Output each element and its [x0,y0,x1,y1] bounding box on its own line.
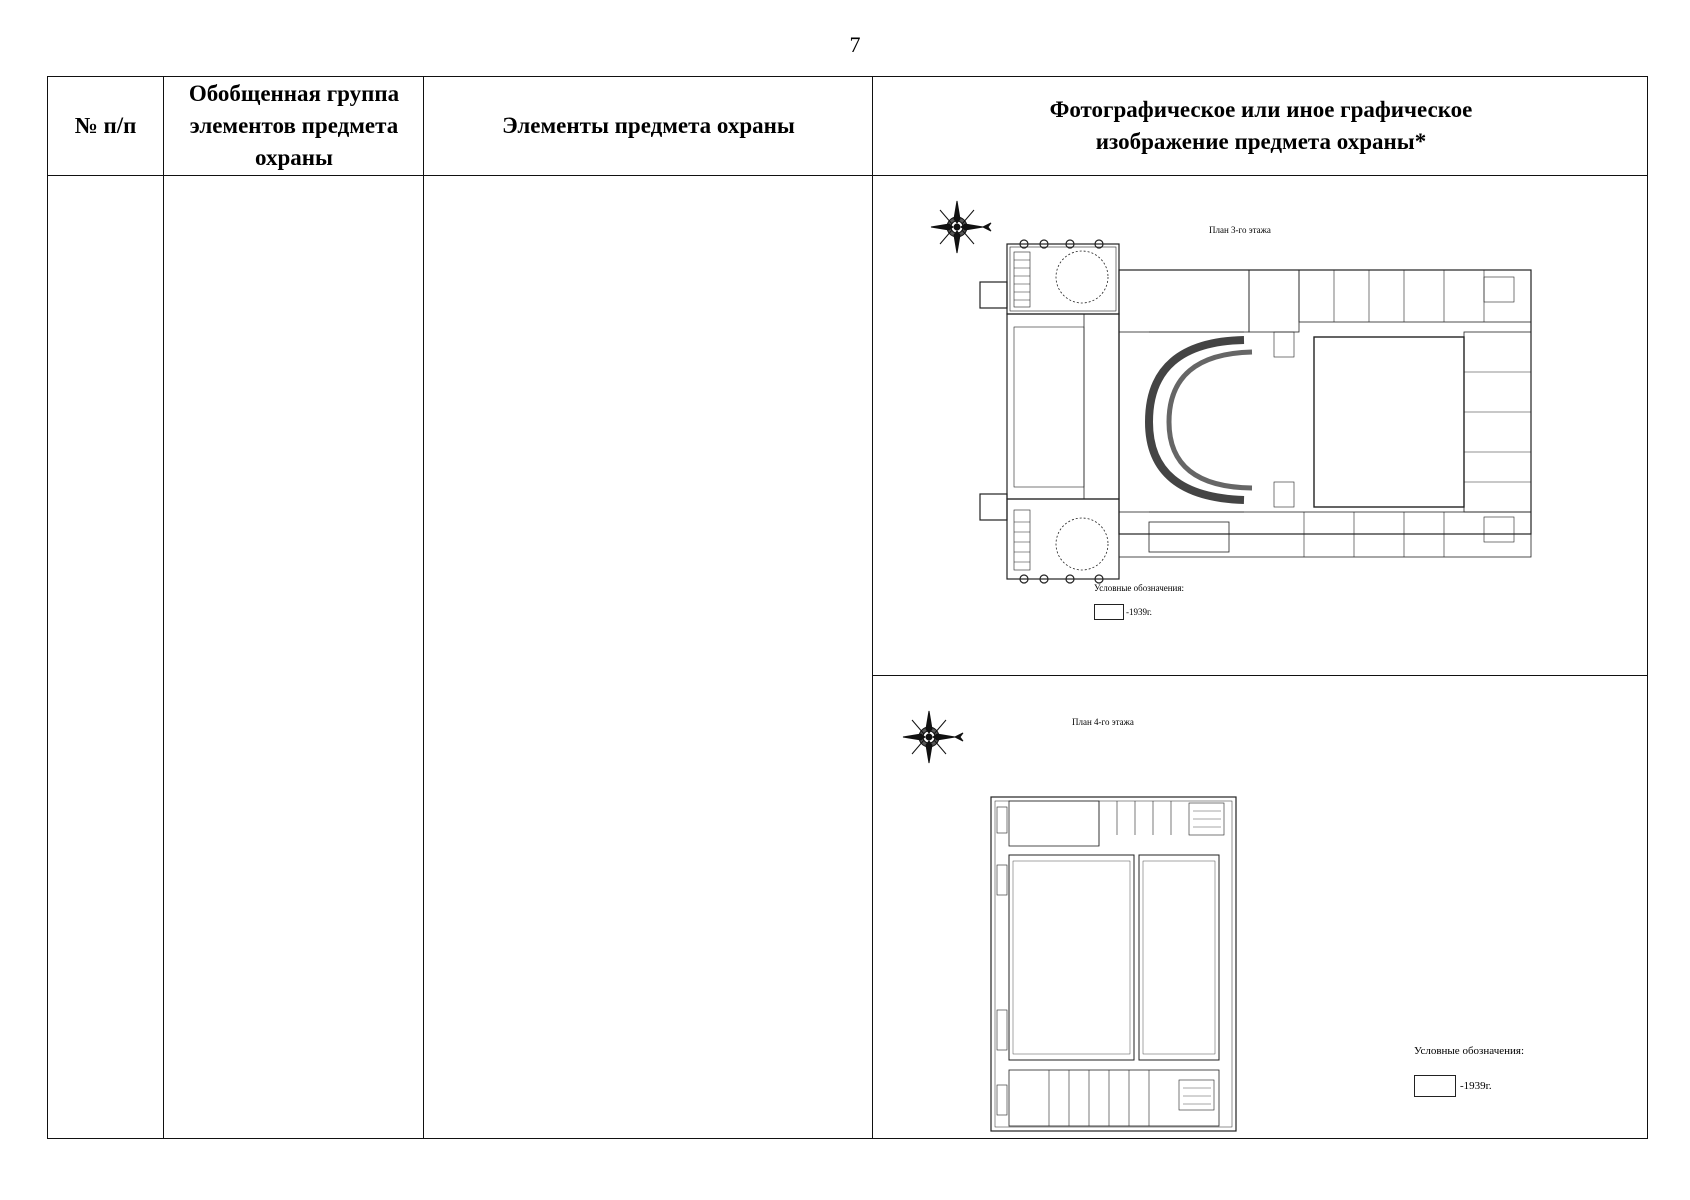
plan-title: План 3-го этажа [1209,225,1271,235]
floor-plan-3-drawing [974,232,1534,632]
legend-title: Условные обозначения: [1094,583,1185,593]
row-divider [872,675,1647,676]
column-divider [163,77,164,1138]
legend-swatch [1414,1075,1456,1097]
floor-plan-4-drawing [989,795,1239,1135]
floor-plan-4 [874,677,1648,1139]
protection-table [47,76,1648,1139]
legend-title: Условные обозначения: [1414,1045,1525,1057]
header-number: № п/п [74,113,137,138]
floor-plan-3 [874,177,1648,674]
column-divider [423,77,424,1138]
legend-year: -1939г. [1460,1080,1492,1092]
legend-swatch [1094,604,1124,620]
header-elements: Элементы предмета охраны [502,113,795,138]
header-image: Фотографическое или иное графическое изображение предмета охраны* [1049,97,1473,154]
plan-title: План 4-го этажа [1072,717,1134,727]
page-number: 7 [849,32,861,57]
header-divider [48,175,1647,176]
legend-year: -1939г. [1126,607,1152,617]
column-divider [872,77,873,1138]
compass-rose-icon [894,707,964,767]
header-group: Обобщенная группа элементов предмета охраны [188,81,400,170]
